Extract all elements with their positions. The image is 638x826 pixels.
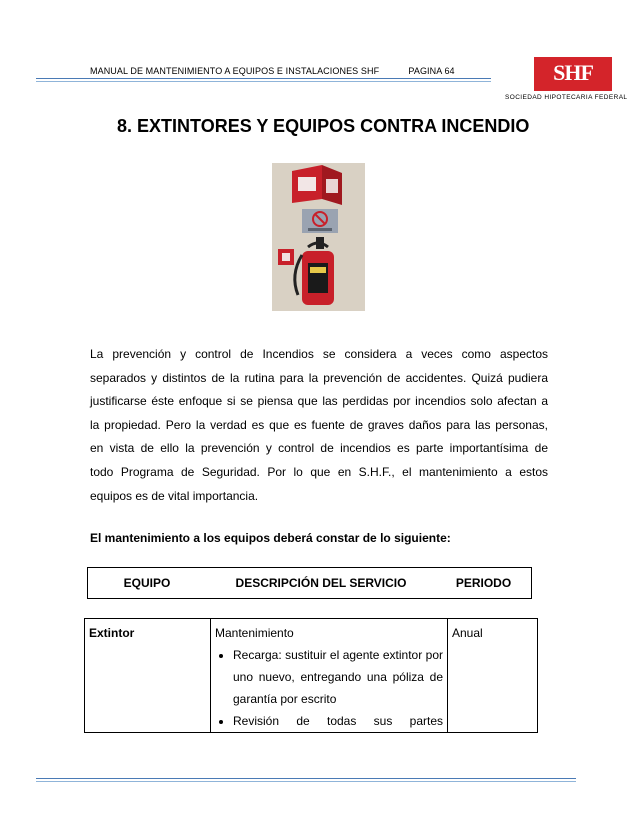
col-header-descripcion: DESCRIPCIÓN DEL SERVICIO xyxy=(235,576,407,590)
paragraph-line: la propiedad. Pero la verdad es que es fuente de graves daños para las personas, xyxy=(90,417,548,432)
paragraph-line: separados y distintos de la rutina para la prevención de accidentes. Quizá pudiera xyxy=(90,370,548,385)
descripcion-title: Mantenimiento xyxy=(215,626,294,640)
section-title: 8. EXTINTORES Y EQUIPOS CONTRA INCENDIO xyxy=(117,116,530,136)
manual-title-text: MANUAL DE MANTENIMIENTO A EQUIPOS E INSTALACIONES SHF xyxy=(90,66,380,76)
page-number: PAGINA 64 xyxy=(408,66,455,76)
paragraph-line: todo Programa de Seguridad. Por lo que en S.H.F., el mantenimiento a estos xyxy=(90,464,548,479)
list-item: • Revisión de todas sus partes xyxy=(233,710,443,732)
table-row xyxy=(85,619,538,733)
fire-extinguisher-illustration xyxy=(272,163,365,311)
paragraph-line: La prevención y control de Incendios se considera a veces como aspectos xyxy=(90,347,548,361)
maintenance-table xyxy=(84,618,538,733)
cell-periodo: Anual xyxy=(448,619,538,733)
footer-rule-secondary xyxy=(36,781,576,782)
cell-equipo: Extintor xyxy=(85,619,211,733)
intro-paragraph xyxy=(90,343,548,508)
shf-logo-text: SHF xyxy=(553,60,593,85)
cell-descripcion xyxy=(211,619,448,733)
service-list xyxy=(215,644,443,732)
footer-rule xyxy=(36,778,576,779)
list-item: • Recarga: sustituir el agente extintor por uno nuevo, entregando una póliza de garantía por escrito xyxy=(233,644,443,710)
manual-title xyxy=(90,66,455,76)
table-header xyxy=(87,567,532,599)
paragraph-line: en vista de ello la prevención y control de incendios es parte importantísima de xyxy=(90,441,548,456)
shf-logo-subtitle: SOCIEDAD HIPOTECARIA FEDERAL xyxy=(505,94,628,101)
paragraph-line: justificarse éste enfoque si se piensa que las perdidas por incendios solo afectan a xyxy=(90,394,548,409)
maintenance-subheading: El mantenimiento a los equipos deberá constar de lo siguiente: xyxy=(90,531,451,545)
paragraph-line: equipos es de vital importancia. xyxy=(90,488,259,503)
col-header-periodo: PERIODO xyxy=(455,576,512,590)
col-header-equipo: EQUIPO xyxy=(123,576,171,590)
header-rule xyxy=(36,78,491,79)
fire-extinguisher-photo xyxy=(272,163,365,311)
header-rule-secondary xyxy=(36,81,491,82)
